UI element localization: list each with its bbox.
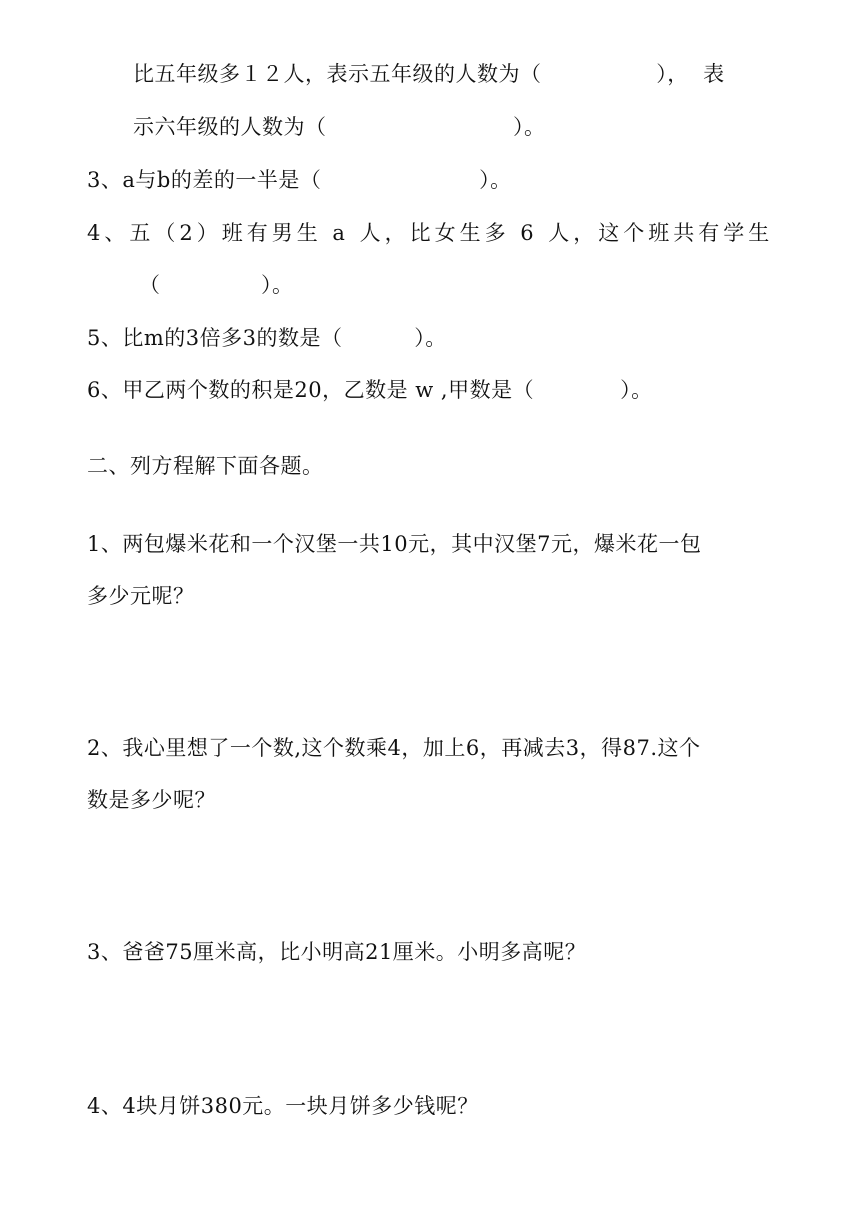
problem-1-line-2: 多少元呢？ bbox=[87, 584, 195, 608]
question-2-line-1: 比五年级多１２人，表示五年级的人数为（ ）， 表 bbox=[133, 62, 725, 86]
question-3: 3、a与b的差的一半是（ ）。 bbox=[87, 168, 512, 192]
section-two-heading: 二、列方程解下面各题。 bbox=[87, 454, 324, 478]
problem-3: 3、爸爸75厘米高，比小明高21厘米。小明多高呢？ bbox=[87, 940, 587, 964]
problem-2-line-2: 数是多少呢？ bbox=[87, 788, 216, 812]
question-5: 5、比m的3倍多3的数是（ ）。 bbox=[87, 326, 447, 350]
problem-2-line-1: 2、我心里想了一个数,这个数乘4，加上6，再减去3，得87.这个 bbox=[87, 736, 701, 760]
question-6: 6、甲乙两个数的积是20，乙数是 w ,甲数是（ ）。 bbox=[87, 378, 653, 402]
question-4-line-2: （ ）。 bbox=[139, 273, 294, 297]
problem-4: 4、4块月饼380元。一块月饼多少钱呢？ bbox=[87, 1094, 479, 1118]
question-4-line-1: 4、五（2）班有男生 a 人，比女生多 6 人，这个班共有学生 bbox=[87, 221, 774, 245]
problem-1-line-1: 1、两包爆米花和一个汉堡一共10元，其中汉堡7元，爆米花一包 bbox=[87, 532, 702, 556]
question-2-line-2: 示六年级的人数为（ ）。 bbox=[133, 115, 546, 139]
